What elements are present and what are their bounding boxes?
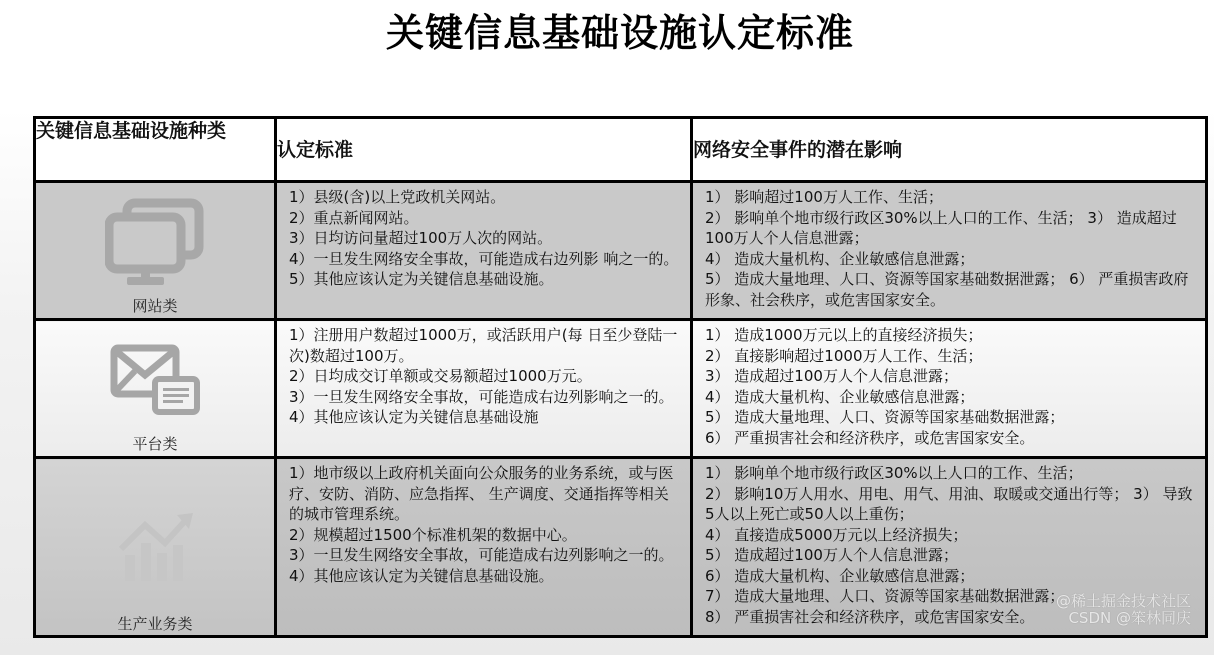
- impact-item: 5） 造成大量地理、人口、资源等国家基础数据泄露；: [705, 408, 1065, 426]
- impact-item: 8） 严重损害社会和经济秩序，或危害国家安全。: [705, 607, 1035, 626]
- impact-item: 3） 造成超过100万人个人信息泄露；: [705, 367, 958, 385]
- category-label: 平台类: [132, 435, 178, 453]
- criteria-table: [33, 116, 1208, 638]
- criteria-cell: [276, 458, 692, 637]
- table-header-row: [35, 118, 1207, 182]
- impact-item: 4） 直接造成5000万元以上经济损失；: [705, 525, 968, 544]
- category-label: 网站类: [132, 297, 178, 315]
- mail-document-icon: [36, 343, 274, 415]
- impact-cell: [692, 320, 1207, 458]
- impact-item: 4） 造成大量机构、企业敏感信息泄露；: [705, 249, 975, 268]
- impact-cell: [692, 182, 1207, 320]
- watermark-line-1: @稀土掘金技术社区: [1055, 592, 1191, 610]
- growth-chart-icon: [36, 511, 274, 583]
- header-criteria: 认定标准: [276, 118, 692, 182]
- table-row: [35, 320, 1207, 458]
- criteria-item: 2）规模超过1500个标准机架的数据中心。: [289, 525, 577, 544]
- criteria-item: 1）县级(含)以上党政机关网站。: [289, 188, 506, 206]
- impact-item: 2） 影响单个地市级行政区30%以上人口的工作、生活； 3） 造成超过100万人个人信息泄露；: [705, 208, 1177, 247]
- criteria-cell: [276, 320, 692, 458]
- header-category: 关键信息基础设施种类: [35, 118, 276, 182]
- impact-cell: [692, 458, 1207, 637]
- criteria-cell: [276, 182, 692, 320]
- criteria-item: 1）地市级以上政府机关面向公众服务的业务系统，或与医疗、安防、消防、应急指挥、 生产调度、交通指挥等相关的城市管理系统。: [289, 464, 674, 523]
- watermark-line-2: CSDN @笨林同庆: [1068, 609, 1191, 627]
- category-cell: [35, 458, 276, 637]
- criteria-item: 1）注册用户数超过1000万，或活跃用户(每 日至少登陆一次)数超过100万。: [289, 326, 678, 365]
- criteria-item: 4）其他应该认定为关键信息基础设施。: [289, 566, 554, 585]
- criteria-item: 2）重点新闻网站。: [289, 208, 419, 227]
- criteria-item: 2）日均成交订单额或交易额超过1000万元。: [289, 367, 592, 385]
- impact-item: 4） 造成大量机构、企业敏感信息泄露；: [705, 387, 975, 406]
- category-cell: [35, 182, 276, 320]
- criteria-item: 5）其他应该认定为关键信息基础设施。: [289, 270, 554, 288]
- impact-item: 6） 严重损害社会和经济秩序，或危害国家安全。: [705, 428, 1035, 447]
- header-impact: 网络安全事件的潜在影响: [692, 118, 1207, 182]
- impact-item: 5） 造成大量地理、人口、资源等国家基础数据泄露； 6） 严重损害政府形象、社会秩序，或危害国家安全。: [705, 270, 1189, 309]
- impact-item: 5） 造成超过100万人个人信息泄露；: [705, 546, 958, 564]
- impact-item: 1） 影响单个地市级行政区30%以上人口的工作、生活；: [705, 464, 1083, 482]
- criteria-item: 3）一旦发生网络安全事故，可能造成右边列影响之一的。: [289, 387, 674, 406]
- criteria-item: 3）一旦发生网络安全事故，可能造成右边列影响之一的。: [289, 546, 674, 564]
- impact-item: 2） 直接影响超过1000万人工作、生活；: [705, 346, 983, 365]
- table-row: [35, 458, 1207, 637]
- monitor-icon: [36, 197, 274, 289]
- impact-item: 7） 造成大量地理、人口、资源等国家基础数据泄露；: [705, 587, 1065, 605]
- impact-item: 2） 影响10万人用水、用电、用气、用油、取暖或交通出行等； 3） 导致5人以上死亡或50人以上重伤；: [705, 484, 1193, 523]
- impact-item: 1） 影响超过100万人工作、生活；: [705, 188, 943, 206]
- impact-item: 1） 造成1000万元以上的直接经济损失；: [705, 326, 983, 344]
- category-label: 生产业务类: [117, 615, 193, 633]
- criteria-item: 3）日均访问量超过100万人次的网站。: [289, 229, 553, 247]
- page-title: 关键信息基础设施认定标准: [385, 11, 854, 55]
- category-cell: [35, 320, 276, 458]
- table-row: [35, 182, 1207, 320]
- criteria-item: 4）其他应该认定为关键信息基础设施: [289, 408, 539, 426]
- criteria-item: 4）一旦发生网络安全事故，可能造成右边列影 响之一的。: [289, 249, 679, 268]
- watermark: [1056, 593, 1191, 627]
- impact-item: 6） 造成大量机构、企业敏感信息泄露；: [705, 566, 975, 585]
